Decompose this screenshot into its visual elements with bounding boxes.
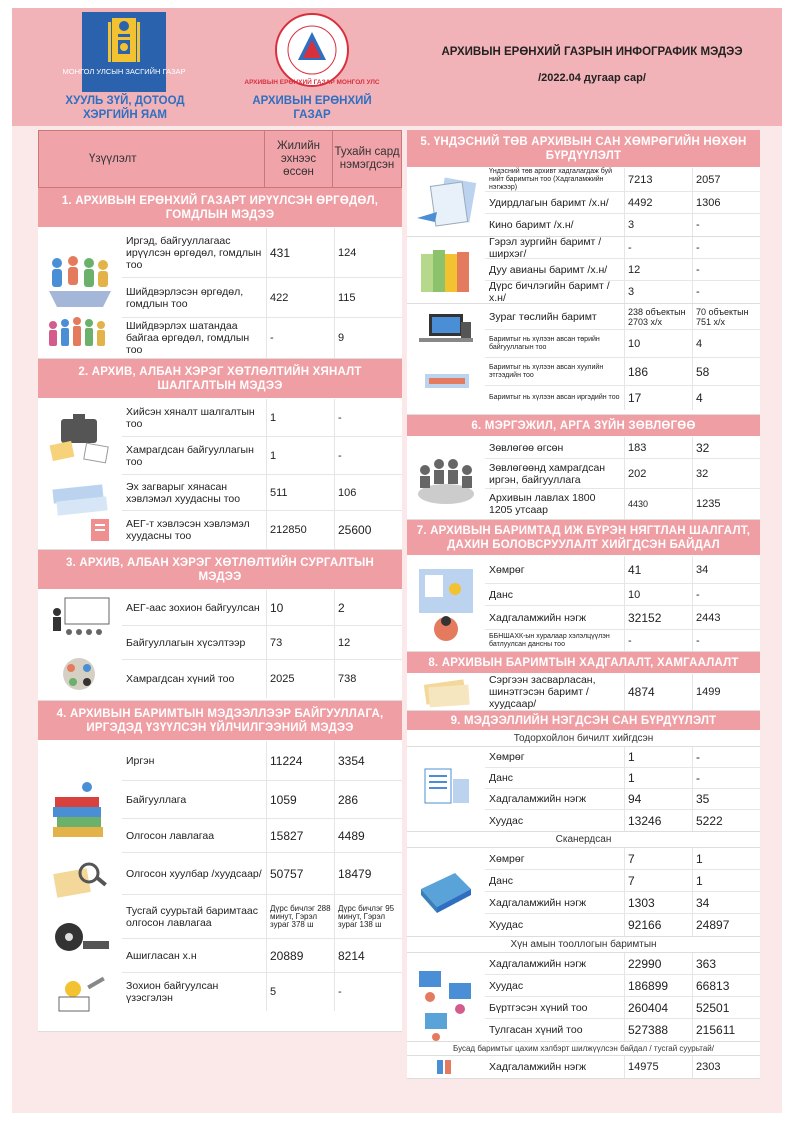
section-group [407,953,760,1042]
table-row: Хамрагдсан байгууллагын тоо 1 - [122,437,402,475]
subsection-title: Сканердсан [407,832,760,848]
table-row: Данс 7 1 [485,870,760,892]
table-row: Олгосон хуулбар /хуудсаар/ 50757 18479 [122,853,402,895]
table-row: Дуу авианы баримт /х.н/ 12 - [485,259,760,281]
table-row: Хуудас 13246 5222 [485,810,760,831]
table-row: Хөмрөг 7 1 [485,848,760,870]
table-row: Хадгаламжийн нэгж 22990 363 [485,953,760,975]
subsection-title: Тодорхойлон бичилт хийгдсэн [407,731,760,747]
digital-icon [407,1056,485,1078]
table-row: ББНШАХК-ын хуралаар хэлэлцүүлэн батлуулсан дансны тоо - - [485,630,760,651]
table-row: Байгууллага 1059 286 [122,781,402,819]
people-group-icon [38,228,122,358]
table-row: Зөвлөгөөнд хамрагдсан иргэн, байгууллага 202 32 [485,459,760,489]
table-row: Ашигласан х.н 20889 8214 [122,939,402,973]
table-row: Баримтыг нь хүлээн авсан төрийн байгууллагын тоо 10 4 [485,330,760,358]
section-title: 5. ҮНДЭСНИЙ ТӨВ АРХИВЫН САН ХӨМРӨГИЙН НӨХӨН БҮРДҮҮЛЭЛТ [407,130,760,168]
table-row: Шийдвэрлэх шатандаа байгаа өргөдөл, гомдлын тоо - 9 [122,318,402,358]
subsection-title: Бусад баримтыг цахим хэлбэрт шилжүүлсэн байдал / тусгай суурьтай/ [407,1042,760,1056]
section-title: 1. АРХИВЫН ЕРӨНХИЙ ГАЗАРТ ИРҮҮЛСЭН ӨРГӨДӨЛ, ГОМДЛЫН МЭДЭЭ [38,188,402,228]
table-row: Шийдвэрлэсэн өргөдөл, гомдлын тоо 422 115 [122,278,402,318]
section-group [407,1056,760,1079]
census-icon [407,953,485,1041]
table-row: Архивын лавлах 1800 1205 утсаар 4430 1235 [485,489,760,519]
catalog-icon [407,747,485,831]
scanner-icon [407,848,485,936]
table-row: Зохион байгуулсан үзэсгэлэн 5 - [122,973,402,1011]
section-group [407,168,760,237]
table-row: Иргэд, байгууллагаас ирүүлсэн өргөдөл, гомдлын тоо 431 124 [122,228,402,278]
section-group [407,437,760,520]
section-group [407,848,760,937]
table-row: Данс 1 - [485,768,760,789]
table-row: Зураг төслийн баримт 238 объектын 2703 х/х 70 объектын 751 х/х [485,304,760,330]
column-header [38,130,402,188]
section-title: 7. АРХИВЫН БАРИМТАД ИЖ БҮРЭН НЯГТЛАН ШАЛГАЛТ, ДАХИН БОЛОВСРУУЛАЛТ ХИЙГДСЭН БАЙДАЛ [407,520,760,556]
paper-stack-icon [407,674,485,710]
table-row: Хадгаламжийн нэгж 1303 34 [485,892,760,914]
section-title: 9. МЭДЭЭЛЛИЙН НЭГДСЭН САН БҮРДҮҮЛЭЛТ [407,711,760,731]
documents-icon [407,168,485,236]
emblem-text-1: МОНГОЛ УЛСЫН ЗАСГИЙН ГАЗАР [62,67,186,76]
archives-agency-logo [244,12,380,88]
books-icon [38,741,122,1031]
document-title: АРХИВЫН ЕРӨНХИЙ ГАЗРЫН ИНФОГРАФИК МЭДЭЭ [441,46,743,58]
section-group [407,747,760,832]
col-indicator: Үзүүлэлт [39,131,265,187]
table-row: Хадгаламжийн нэгж 32152 2443 [485,606,760,630]
table-row: Баримтыг нь хүлээн авсан иргэдийн тоо 17 4 [485,386,760,410]
section-title: 4. АРХИВЫН БАРИМТЫН МЭДЭЭЛЛЭЭР БАЙГУУЛЛАГА, ИРГЭДЭД ҮЗҮҮЛСЭН ҮЙЛЧИЛГЭЭНИЙ МЭДЭЭ [38,701,402,741]
document-date: /2022.04 дугаар сар/ [538,72,646,84]
table-row: Олгосон лавлагаа 15827 4489 [122,819,402,853]
section-title: 3. АРХИВ, АЛБАН ХЭРЭГ ХӨТЛӨЛТИЙН СУРГАЛТЫН МЭДЭЭ [38,550,402,590]
agency-name: АРХИВЫН ЕРӨНХИЙ ГАЗАР [252,95,372,121]
section-group [407,237,760,304]
table-row: Данс 10 - [485,584,760,606]
agency-logo-text: АРХИВЫН ЕРӨНХИЙ ГАЗАР МОНГОЛ УЛС [244,79,380,86]
section-group [407,556,760,652]
section-title: 2. АРХИВ, АЛБАН ХЭРЭГ ХӨТЛӨЛТИЙН ХЯНАЛТ ШАЛГАЛТЫН МЭДЭЭ [38,359,402,399]
section-title: 6. МЭРГЭЖИЛ, АРГА ЗҮЙН ЗӨВЛӨГӨӨ [407,415,760,437]
section-group [38,399,402,550]
briefcase-icon [38,399,122,549]
section-group [38,741,402,1032]
table-row: Эх загварыг хянасан хэвлэмэл хуудасны тоо 511 106 [122,475,402,511]
table-row: Гэрэл зургийн баримт /ширхэг/ - - [485,237,760,259]
subsection-title: Хүн амын тооллогын баримтын [407,937,760,953]
table-row: Хийсэн хяналт шалгалтын тоо 1 - [122,399,402,437]
header-banner [12,8,782,126]
table-row: АЕГ-т хэвлэсэн хэвлэмэл хуудасны тоо 212850 25600 [122,511,402,549]
table-row: Хуудас 186899 66813 [485,975,760,997]
table-row: Хамрагдсан хүний тоо 2025 738 [122,660,402,698]
computer-icon [407,304,485,414]
table-row: Хадгаламжийн нэгж 94 35 [485,789,760,810]
section-group [407,674,760,711]
table-row: Хадгаламжийн нэгж 14975 2303 [485,1056,760,1078]
table-row: Хуудас 92166 24897 [485,914,760,936]
section-group [407,304,760,415]
table-row: Тулгасан хүний тоо 527388 215611 [485,1019,760,1041]
table-row: Бүртгэсэн хүний тоо 260404 52501 [485,997,760,1019]
table-row: Зөвлөгөө өгсөн 183 32 [485,437,760,459]
meeting-icon [407,437,485,519]
right-column [407,130,760,1079]
government-emblem-logo [62,12,186,92]
left-column [38,130,402,1032]
table-row: Удирдлагын баримт /х.н/ 4492 1306 [485,192,760,214]
table-row: Сэргээн засварласан, шинэтгэсэн баримт /хуудсаар/ 4874 1499 [485,674,760,710]
section-group [38,228,402,359]
table-row: Иргэн 11224 3354 [122,741,402,781]
table-row: Баримтыг нь хүлээн авсан хуулийн этгээдийн тоо 186 58 [485,358,760,386]
table-row: Хөмрөг 41 34 [485,556,760,584]
section-group [38,590,402,701]
ministry-name: ХУУЛЬ ЗҮЙ, ДОТООД ХЭРГИЙН ЯАМ [65,95,185,121]
infographic-page [12,8,782,1113]
section-title: 8. АРХИВЫН БАРИМТЫН ХАДГАЛАЛТ, ХАМГААЛАЛТ [407,652,760,674]
table-row: Кино баримт /х.н/ 3 - [485,214,760,236]
table-row: АЕГ-аас зохион байгуулсан 10 2 [122,590,402,626]
table-row: Дүрс бичлэгийн баримт /х.н/ 3 - [485,281,760,303]
table-row: Үндэсний төв архивт хадгалагдаж буй нийт баримтын тоо (Хадгаламжийн нэгжээр) 7213 2057 [485,168,760,192]
folders-icon [407,237,485,303]
table-row: Тусгай суурьтай баримтаас олгосон лавлагаа Дүрс бичлэг 288 минут, Гэрэл зураг 378 ш Дүрс бичлэг 95 минут, Гэрэл зураг 138 ш [122,895,402,939]
col-year: Жилийн эхнээс өссөн [265,131,333,187]
table-row: Хөмрөг 1 - [485,747,760,768]
desk-icon [407,556,485,651]
col-month: Тухайн сард нэмэгдсэн [334,146,400,171]
training-icon [38,590,122,700]
table-row: Байгууллагын хүсэлтээр 73 12 [122,626,402,660]
